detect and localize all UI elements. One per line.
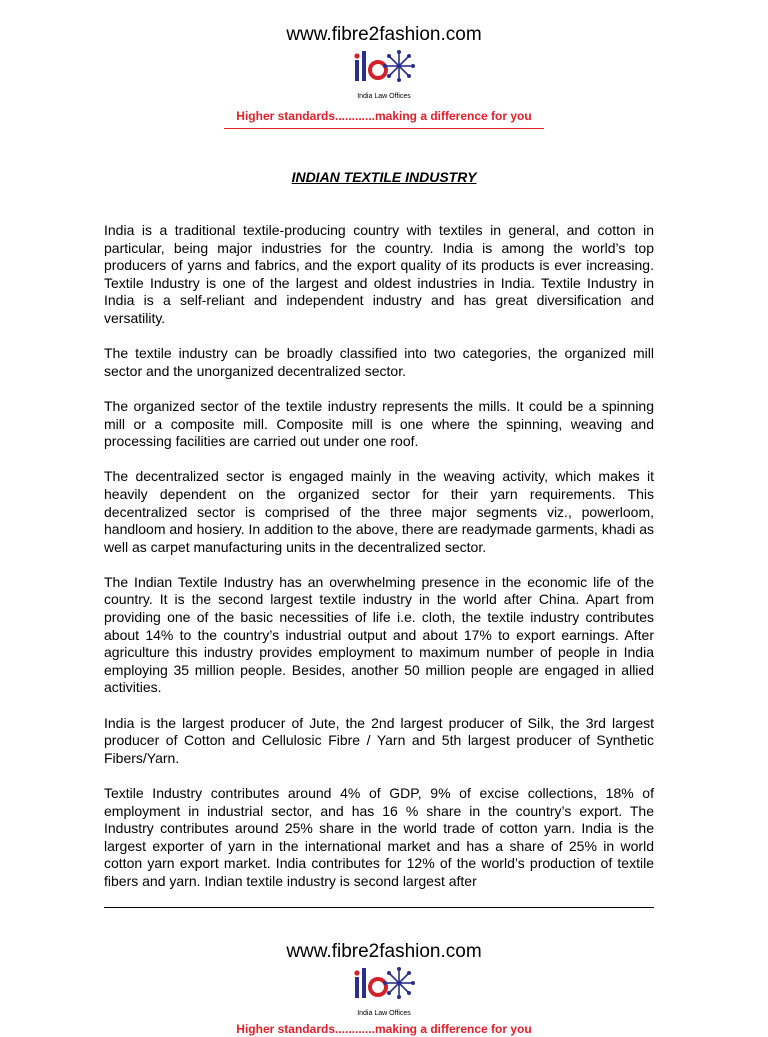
logo-caption: India Law Offices <box>357 1010 411 1017</box>
paragraph: India is the largest producer of Jute, the 2nd largest producer of Silk, the 3rd largest producer of Cotton and Cellulosic Fibre / Yarn and 5th largest producer of Synthetic Fibers/Yarn. <box>104 714 654 766</box>
logo-caption: India Law Offices <box>357 93 411 100</box>
paragraph: The Indian Textile Industry has an overwhelming presence in the economic life of the country. It is the second largest textile industry in the world after China. Apart from providing one of the basic necessities of life i.e. cloth, the textile industry contributes about 14% to the country’s industrial output and about 17% to export earnings. After agriculture this industry provides employment to maximum number of people in India employing 35 million people. Besides, another 50 million people are engaged in allied activities. <box>104 573 654 696</box>
site-url[interactable]: www.fibre2fashion.com <box>286 24 482 45</box>
tagline-divider <box>224 128 544 129</box>
ilo-logo-icon <box>353 49 415 91</box>
tagline: Higher standards............making a difference for you <box>236 1022 532 1036</box>
paragraph: Textile Industry contributes around 4% of GDP, 9% of excise collections, 18% of employment in industrial sector, and has 16 % share in the country’s export. The Industry contributes around 25% share in the world trade of cotton yarn. India is the largest exporter of yarn in the international market and has a share of 25% in world cotton yarn export market. India contributes for 12% of the world’s production of textile fibers and yarn. Indian textile industry is second largest after <box>104 785 654 889</box>
site-url[interactable]: www.fibre2fashion.com <box>286 941 482 962</box>
document-title: INDIAN TEXTILE INDUSTRY <box>291 169 477 185</box>
ilo-logo-icon <box>353 966 415 1008</box>
paragraph: The decentralized sector is engaged mainly in the weaving activity, which makes it heavily dependent on the organized sector for their yarn requirements. This decentralized sector is comprised of the three major segments viz., powerloom, handloom and hosiery. In addition to the above, there are readymade garments, khadi as well as carpet manufacturing units in the decentralized sector. <box>104 468 654 555</box>
paragraph: The organized sector of the textile industry represents the mills. It could be a spinning mill or a composite mill. Composite mill is one where the spinning, weaving and processing facilities are carried out under one roof. <box>104 397 654 450</box>
next-page-header <box>0 941 768 1037</box>
paragraph: India is a traditional textile-producing country with textiles in general, and cotton in particular, being major industries for the country. India is among the world’s top producers of yarns and fabrics, and the export quality of its products is ever increasing. Textile Industry is one of the largest and oldest industries in India. Textile Industry in India is a self-reliant and independent industry and has great diversification and versatility. <box>104 222 654 326</box>
document-body <box>104 222 654 908</box>
page-break-rule <box>104 907 654 908</box>
tagline: Higher standards............making a difference for you <box>236 109 532 123</box>
paragraph: The textile industry can be broadly classified into two categories, the organized mill sector and the unorganized decentralized sector. <box>104 345 654 379</box>
page-header <box>0 24 768 129</box>
